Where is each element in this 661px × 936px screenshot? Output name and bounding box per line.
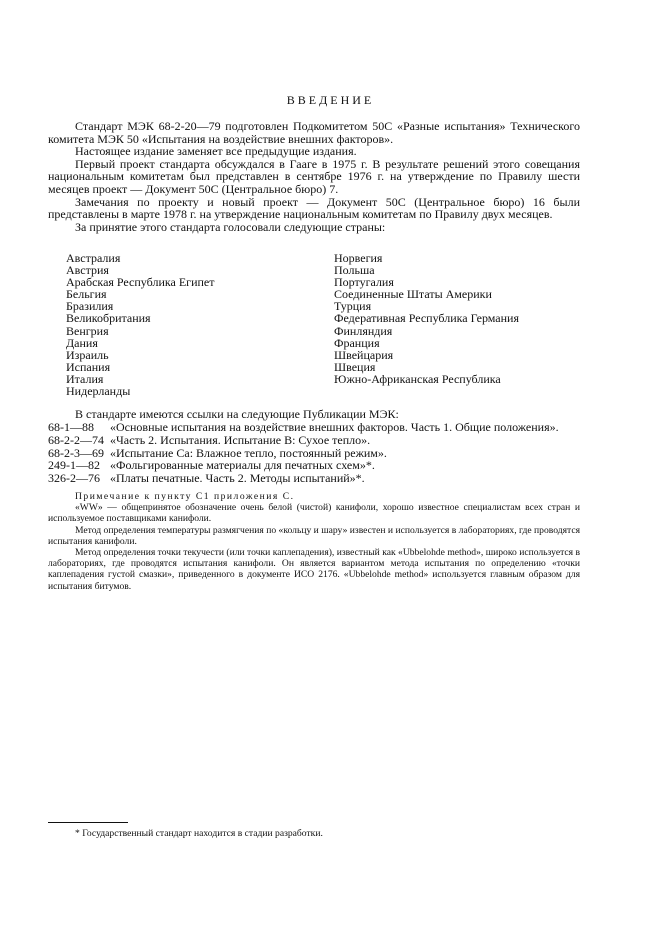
country-column-right — [334, 252, 594, 385]
country-item: Норвегия — [334, 251, 383, 265]
country-item: Бельгия — [66, 287, 107, 302]
country-item: Финляндия — [334, 323, 393, 338]
intro-paragraph-3: Первый проект стандарта обсуждался в Гааге в 1975 г. В результате решений этого совещания национальным комитетам был представлен в сентябре 1976 г. на утверждение по Правилу шести месяцев проект — Документ 50С (Центральное бюро) 7. — [48, 156, 580, 196]
intro-paragraph-4: Замечания по проекту и новый проект — Документ 50С (Центральное бюро) 16 были представлены в марте 1978 г. на утверждение национальным комитетам по Правилу двух месяцев. — [48, 194, 580, 222]
reference-row — [48, 421, 588, 434]
intro-paragraph-1: Стандарт МЭК 68-2-20—79 подготовлен Подкомитетом 50С «Разные испытания» Технического комитета МЭК 50 «Испытания на воздействие внешних факторов». — [48, 119, 580, 146]
note-heading: Примечание к пункту С1 приложения С. — [75, 491, 295, 502]
footnote: * Государственный стандарт находится в стадии разработки. — [75, 828, 323, 839]
country-column-left — [66, 252, 326, 397]
reference-code: 68-2-2—74 — [48, 432, 104, 447]
country-item: Южно-Африканская Республика — [334, 371, 501, 386]
country-item: Франция — [334, 335, 380, 350]
introduction-text — [48, 120, 580, 233]
country-item: Бразилия — [66, 299, 114, 314]
country-item: Австралия — [66, 251, 121, 265]
country-item: Швеция — [334, 359, 376, 374]
references-list — [48, 421, 588, 485]
country-item: Испания — [66, 359, 111, 374]
country-item: Италия — [66, 371, 104, 386]
intro-paragraph-2: Настоящее издание заменяет все предыдущие издания. — [75, 144, 357, 159]
references-intro: В стандарте имеются ссылки на следующие Публикации МЭК: — [75, 407, 399, 421]
country-item: Венгрия — [66, 323, 109, 338]
country-item: Польша — [334, 263, 375, 278]
section-heading: ВВЕДЕНИЕ — [286, 93, 375, 107]
intro-paragraph-5: За принятие этого стандарта голосовали следующие страны: — [75, 219, 386, 234]
note-paragraph-2: Метод определения температуры размягчения по «кольцу и шару» известен и используется в лабораториях, где проводятся испытания канифоли. — [48, 524, 580, 547]
note-paragraph-1: «WW» — общепринятое обозначение очень белой (чистой) канифоли, хорошо известное специалистам всех стран и используемое поставщиками канифоли. — [48, 502, 580, 525]
note-paragraph-3: Метод определения точки текучести (или точки каплепадения), известный как «Ubbelohde method», широко используется в лабораториях, где проводятся испытания канифоли. Он является вариантом метода испытания по определению «точки каплепадения густой смазки», приведенного в документе ИСО 2176. «Ubbelohde method» используется главным образом для испытания битумов. — [48, 547, 580, 592]
country-item: Соединенные Штаты Америки — [334, 287, 492, 302]
country-item: Швейцария — [334, 347, 394, 362]
country-item: Австрия — [66, 263, 109, 278]
country-item: Великобритания — [66, 311, 151, 326]
reference-code: 326-2—76 — [48, 471, 100, 486]
reference-code: 249-1—82 — [48, 458, 100, 473]
footnote-divider — [48, 822, 128, 823]
reference-title: «Часть 2. Испытания. Испытание В: Сухое тепло». — [110, 432, 371, 447]
reference-row — [48, 434, 588, 447]
reference-code: 68-2-3—69 — [48, 445, 104, 460]
country-item: Дания — [66, 335, 98, 350]
country-item: Израиль — [66, 347, 109, 362]
country-item: Арабская Республика Египет — [66, 275, 215, 290]
country-item: Португалия — [334, 275, 394, 290]
note-block — [48, 491, 580, 592]
reference-title: «Платы печатные. Часть 2. Методы испытаний»*. — [110, 471, 365, 486]
reference-code: 68-1—88 — [48, 420, 94, 434]
reference-title: «Основные испытания на воздействие внешних факторов. Часть 1. Общие положения». — [110, 420, 559, 434]
reference-row — [48, 472, 588, 485]
country-item: Нидерланды — [66, 384, 131, 399]
reference-title: «Фольгированные материалы для печатных схем»*. — [110, 458, 375, 473]
reference-title: «Испытание Са: Влажное тепло, постоянный режим». — [110, 445, 387, 460]
country-item: Турция — [334, 299, 372, 314]
country-item: Федеративная Республика Германия — [334, 311, 519, 326]
